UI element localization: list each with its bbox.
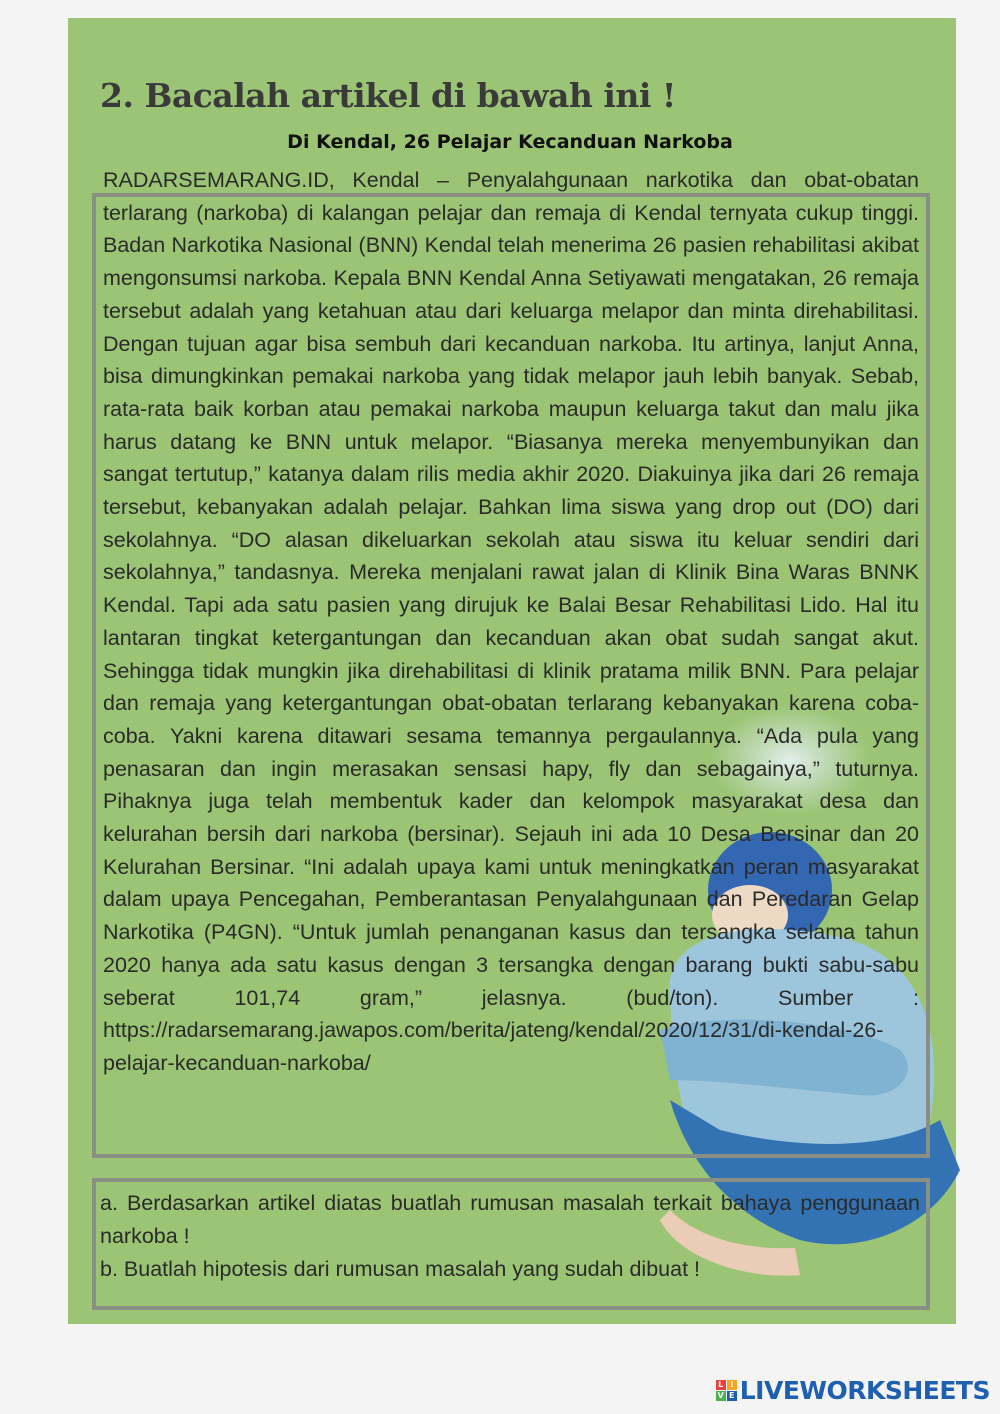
liveworksheets-wordmark: LIVEWORKSHEETS — [739, 1376, 990, 1405]
article-body: RADARSEMARANG.ID, Kendal – Penyalahgunaan narkotika dan obat-obatan terlarang (narkoba) di kalangan pelajar dan remaja di Kendal ternyata cukup tinggi. Badan Narkotika Nasional (BNN) Kendal telah menerima 26 pasien rehabilitasi akibat mengonsumsi narkoba. Kepala BNN Kendal Anna Setiyawati mengatakan, 26 remaja tersebut adalah yang ketahuan atau dari keluarga melapor dan minta direhabilitasi. Dengan tujuan agar bisa sembuh dari kecanduan narkoba. Itu artinya, lanjut Anna, bisa dimungkinkan pemakai narkoba yang tidak melapor jauh lebih banyak. Sebab, rata-rata baik korban atau pemakai narkoba maupun keluarga takut dan malu jika harus datang ke BNN untuk melapor. “Biasanya mereka menyembunyikan dan sangat tertutup,” katanya dalam rilis media akhir 2020. Diakuinya jika dari 26 remaja tersebut, kebanyakan adalah pelajar. Bahkan lima siswa yang drop out (DO) dari sekolahnya. “DO alasan dikeluarkan sekolah atau siswa itu keluar sendiri dari sekolahnya,” tandasnya. Mereka menjalani rawat jalan di Klinik Bina Waras BNNK Kendal. Tapi ada satu pasien yang dirujuk ke Balai Besar Rehabilitasi Lido. Hal itu lantaran tingkat ketergantungan dan kecanduan akan obat sudah sangat akut. Sehingga tidak mungkin jika direhabilitasi di klinik pratama milik BNN. Para pelajar dan remaja yang ketergantungan obat-obatan terlarang kebanyakan karena coba-coba. Yakni karena ditawari sesama temannya pergaulannya. “Ada pula yang penasaran dan ingin merasakan sensasi hapy, fly dan sebagainya,” tuturnya. Pihaknya juga telah membentuk kader dan kelompok masyarakat desa dan kelurahan bersih dari narkoba (bersinar). Sejauh ini ada 10 Desa Bersinar dan 20 Kelurahan Bersinar. “Ini adalah upaya kami untuk meningkatkan peran masyarakat dalam upaya Pencegahan, Pemberantasan Penyalahgunaan dan Peredaran Gelap Narkotika (P4GN). “Untuk jumlah penanganan kasus dan tersangka selama tahun 2020 hanya ada satu kasus dengan 3 tersangka dengan barang bukti sabu-sabu seberat 101,74 gram,” jelasnya. (bud/ton). Sumber : https://radarsemarang.jawapos.com/berita/jateng/kendal/2020/12/31/di-kendal-26-pelajar-kecanduan-narkoba/ — [103, 168, 919, 1075]
logo-letter-e: E — [727, 1391, 737, 1401]
question-b: b. Buatlah hipotesis dari rumusan masalah yang sudah dibuat ! — [100, 1257, 700, 1281]
article-title: Di Kendal, 26 Pelajar Kecanduan Narkoba — [287, 131, 733, 153]
logo-letter-l: L — [716, 1380, 726, 1390]
liveworksheets-brand[interactable] — [716, 1376, 990, 1405]
questions-list — [100, 1187, 920, 1286]
question-heading: 2. Bacalah artikel di bawah ini ! — [100, 76, 676, 115]
question-a: a. Berdasarkan artikel diatas buatlah rumusan masalah terkait bahaya penggunaan narkoba ! — [100, 1191, 920, 1248]
logo-letter-v: V — [717, 1391, 724, 1400]
liveworksheets-logo-icon — [716, 1380, 737, 1401]
logo-letter-i: I — [727, 1380, 737, 1390]
